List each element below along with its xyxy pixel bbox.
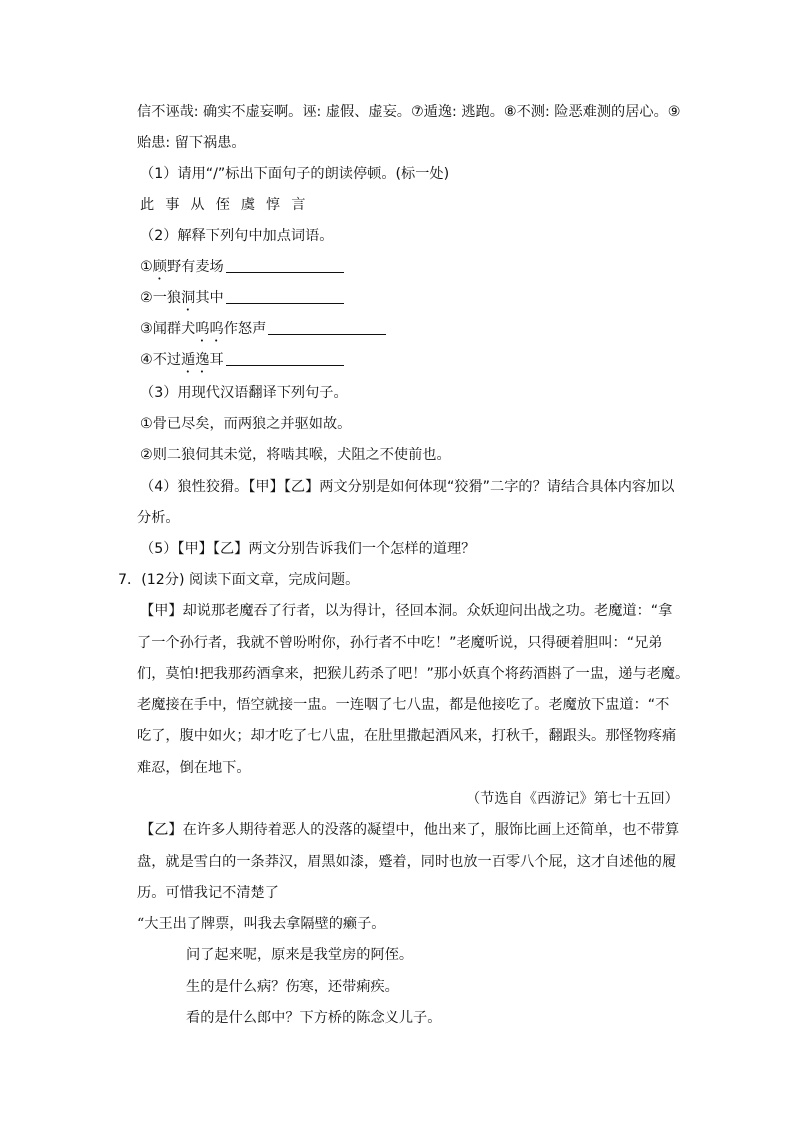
answer-blank[interactable] xyxy=(226,351,344,366)
question-3-item: ②则二狼伺其未觉，将啮其喉，犬阻之不使前也。 xyxy=(140,447,451,463)
question-3-prompt: （3）用现代汉语翻译下列句子。 xyxy=(140,385,348,401)
sentence-char: 此 xyxy=(140,197,155,213)
answer-blank[interactable] xyxy=(226,258,344,273)
quote-line: “大王出了牌票，叫我去拿隔壁的癞子。 xyxy=(137,916,386,932)
yi-passage-line: 【乙】在许多人期待着恶人的没落的凝望中，他出来了，服饰比画上还简单，也不带算 xyxy=(140,822,680,838)
sentence-char: 言 xyxy=(291,197,306,213)
question-5-prompt: （5）【甲】【乙】两文分别告诉我们一个怎样的道理？ xyxy=(140,541,476,557)
jia-passage-line: 了一个孙行者，我就不曾吩咐你，孙行者不中吃！”老魔听说，只得硬着胆叫：“兄弟 xyxy=(137,635,663,651)
sentence-char: 从 xyxy=(190,197,205,213)
question-2-item: ②一狼洞其中 xyxy=(140,288,344,314)
sentence-char: 侄 xyxy=(215,197,230,213)
passage-source: （节选自《西游记》第七十五回） xyxy=(466,791,679,807)
jia-passage-line: 吃了，腹中如火；却才吃了七八盅，在肚里撒起酒风来，打秋千，翻跟头。那怪物疼痛 xyxy=(137,728,677,744)
jia-passage-line: 难忍，倒在地下。 xyxy=(137,760,251,776)
dotted-word: 洞 xyxy=(181,290,196,306)
jia-passage-line: 们，莫怕!把我那药酒拿来，把猴儿药杀了吧！”那小妖真个将药酒斟了一盅，递与老魔。 xyxy=(137,666,690,682)
sentence-char: 虞 xyxy=(240,197,256,213)
jia-passage-line: 老魔接在手中，悟空就接一盅。一连咽了七八盅，都是他接吃了。老魔放下盅道：“不 xyxy=(137,697,670,713)
question-3-item: ①骨已尽矣，而两狼之并驱如故。 xyxy=(140,416,352,432)
question-2-prompt: （2）解释下列句中加点词语。 xyxy=(140,228,334,244)
quote-line: 生的是什么病？伤寒，还带痢疾。 xyxy=(186,979,399,995)
question-7-header: 7．(12分) 阅读下面文章，完成问题。 xyxy=(118,572,360,588)
question-4-line: 分析。 xyxy=(137,510,180,526)
question-2-item: ④不过遁逸耳 xyxy=(140,350,344,376)
yi-passage-line: 盘，就是雪白的一条莽汉，眉黑如漆，蹙着，同时也放一百零八个屁，这才自述他的履 xyxy=(137,854,677,870)
dotted-word: 遁逸 xyxy=(181,352,210,368)
dotted-word: 顾 xyxy=(152,259,167,275)
answer-blank[interactable] xyxy=(268,320,386,335)
dotted-word: 呜呜 xyxy=(195,321,224,337)
notes-line-1: 信不诬哉: 确实不虚妄啊。诬: 虚假、虚妄。⑦遁逸: 逃跑。⑧不测: 险恶难测的居心。⑨ xyxy=(137,104,681,120)
question-2-item: ①顾野有麦场 xyxy=(140,257,344,283)
sentence-char: 惇 xyxy=(266,197,281,213)
yi-passage-line: 历。可惜我记不清楚了 xyxy=(137,885,279,901)
question-2-item: ③闻群犬呜呜作怒声 xyxy=(140,319,386,345)
quote-line: 看的是什么郎中？下方桥的陈念义儿子。 xyxy=(186,1010,442,1026)
sentence-char: 事 xyxy=(165,197,180,213)
question-4-line: （4）狼性狡猾。【甲】【乙】两文分别是如何体现“狡猾”二字的？请结合具体内容加以 xyxy=(140,479,675,495)
jia-passage-line: 【甲】却说那老魔吞了行者，以为得计，径回本洞。众妖迎问出战之功。老魔道：“拿 xyxy=(140,603,673,619)
quote-line: 问了起来呢，原来是我堂房的阿侄。 xyxy=(186,947,414,963)
notes-line-2: 贻患: 留下祸患。 xyxy=(137,135,246,151)
answer-blank[interactable] xyxy=(226,289,344,304)
question-1-sentence xyxy=(140,195,316,215)
question-1-prompt: （1）请用“/”标出下面句子的朗读停顿。(标一处) xyxy=(140,166,450,182)
